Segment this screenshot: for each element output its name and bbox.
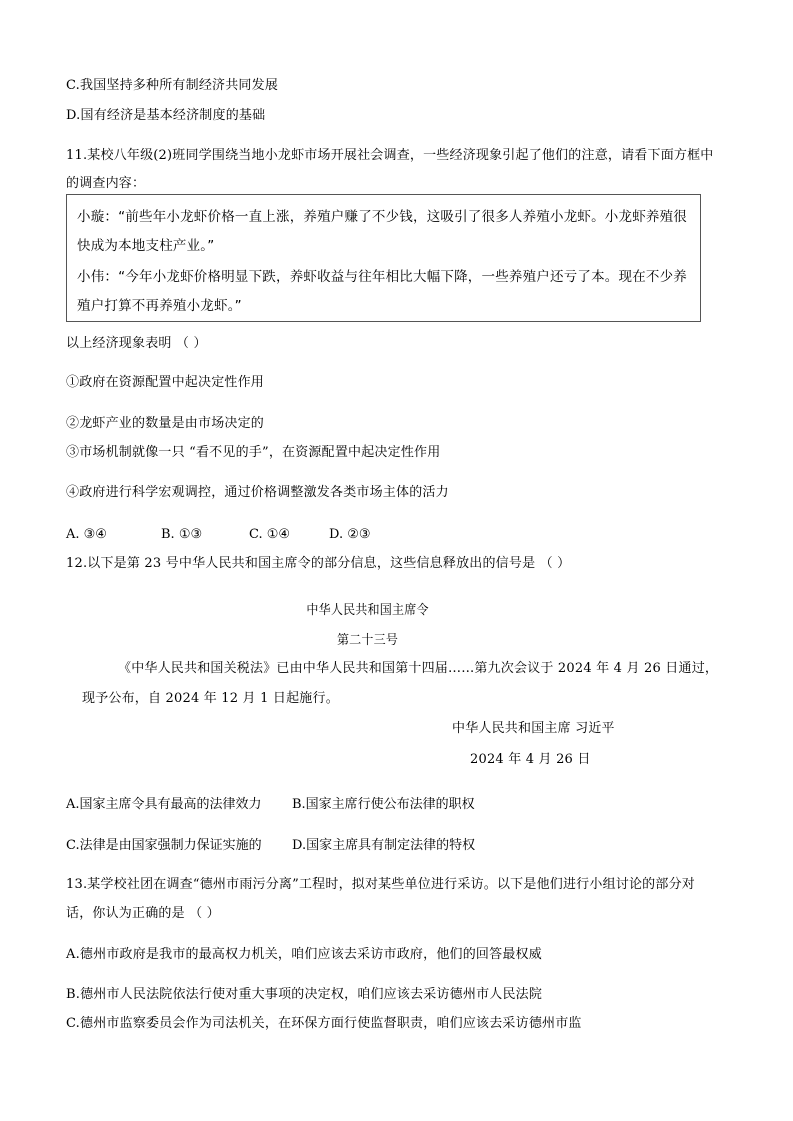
- box-line-3: 小伟：“今年小龙虾价格明显下跌，养虾收益与往年相比大幅下降，一些养殖户还亏了本。现在不少养: [77, 269, 687, 285]
- q13-stem-cont: 话，你认为正确的是 （ ）: [66, 906, 220, 921]
- survey-content-box: [66, 194, 701, 322]
- box-line-4: 殖户打算不再养殖小龙虾。”: [77, 298, 242, 314]
- q10-option-d: D.国有经济是基本经济制度的基础: [66, 108, 266, 123]
- decree-body-1: 《中华人民共和国关税法》已由中华人民共和国第十四届……第九次会议于 2024 年 4 月 26 日通过，: [118, 661, 719, 676]
- decree-number: 第二十三号: [336, 633, 399, 648]
- q11-question: 以上经济现象表明 （ ）: [66, 336, 207, 351]
- q12-options-row-1: [66, 796, 475, 814]
- q12-option-d[interactable]: D.国家主席具有制定法律的特权: [292, 838, 476, 853]
- q11-stem: 11.某校八年级(2)班同学围绕当地小龙虾市场开展社会调查，一些经济现象引起了他们的注意，请看下面方框中: [66, 148, 714, 163]
- q11-item-2: ②龙虾产业的数量是由市场决定的: [66, 416, 265, 431]
- decree-title: 中华人民共和国主席令: [306, 603, 429, 618]
- box-line-2: 快成为本地支柱产业。”: [77, 238, 215, 254]
- decree-date: 2024 年 4 月 26 日: [470, 752, 591, 767]
- q12-option-a[interactable]: A.国家主席令具有最高的法律效力: [66, 797, 262, 812]
- q11-option-b[interactable]: B. ①③: [161, 527, 203, 542]
- q11-option-d[interactable]: D. ②③: [329, 527, 371, 542]
- q11-option-a[interactable]: A. ③④: [66, 527, 107, 542]
- q11-options: [66, 526, 371, 544]
- q11-stem-cont: 的调查内容：: [66, 176, 146, 191]
- q13-option-a[interactable]: A.德州市政府是我市的最高权力机关，咱们应该去采访市政府，他们的回答最权威: [66, 947, 542, 962]
- q13-option-b[interactable]: B.德州市人民法院依法行使对重大事项的决定权，咱们应该去采访德州市人民法院: [66, 987, 543, 1002]
- q11-item-1: ①政府在资源配置中起决定性作用: [66, 375, 265, 390]
- q10-option-c: C.我国坚持多种所有制经济共同发展: [66, 78, 279, 93]
- decree-body-2: 现予公布，自 2024 年 12 月 1 日起施行。: [82, 691, 339, 706]
- q12-option-c[interactable]: C.法律是由国家强制力保证实施的: [66, 838, 262, 853]
- q12-options-row-2: [66, 837, 475, 855]
- q13-stem: 13.某学校社团在调查“德州市雨污分离”工程时，拟对某些单位进行采访。以下是他们进行小组讨论的部分对: [66, 877, 695, 892]
- q12-stem: 12.以下是第 23 号中华人民共和国主席令的部分信息，这些信息释放出的信号是 （ ）: [66, 556, 571, 571]
- q13-option-c[interactable]: C.德州市监察委员会作为司法机关，在环保方面行使监督职责，咱们应该去采访德州市监: [66, 1016, 582, 1031]
- box-line-1: 小璇：“前些年小龙虾价格一直上涨，养殖户赚了不少钱，这吸引了很多人养殖小龙虾。小龙虾养殖很: [77, 209, 687, 225]
- decree-signature: 中华人民共和国主席 习近平: [452, 721, 615, 736]
- q12-option-b[interactable]: B.国家主席行使公布法律的职权: [292, 797, 475, 812]
- q11-item-4: ④政府进行科学宏观调控，通过价格调整激发各类市场主体的活力: [66, 485, 449, 500]
- q11-option-c[interactable]: C. ①④: [249, 527, 291, 542]
- q11-item-3: ③市场机制就像一只 “看不见的手”，在资源配置中起决定性作用: [66, 445, 441, 460]
